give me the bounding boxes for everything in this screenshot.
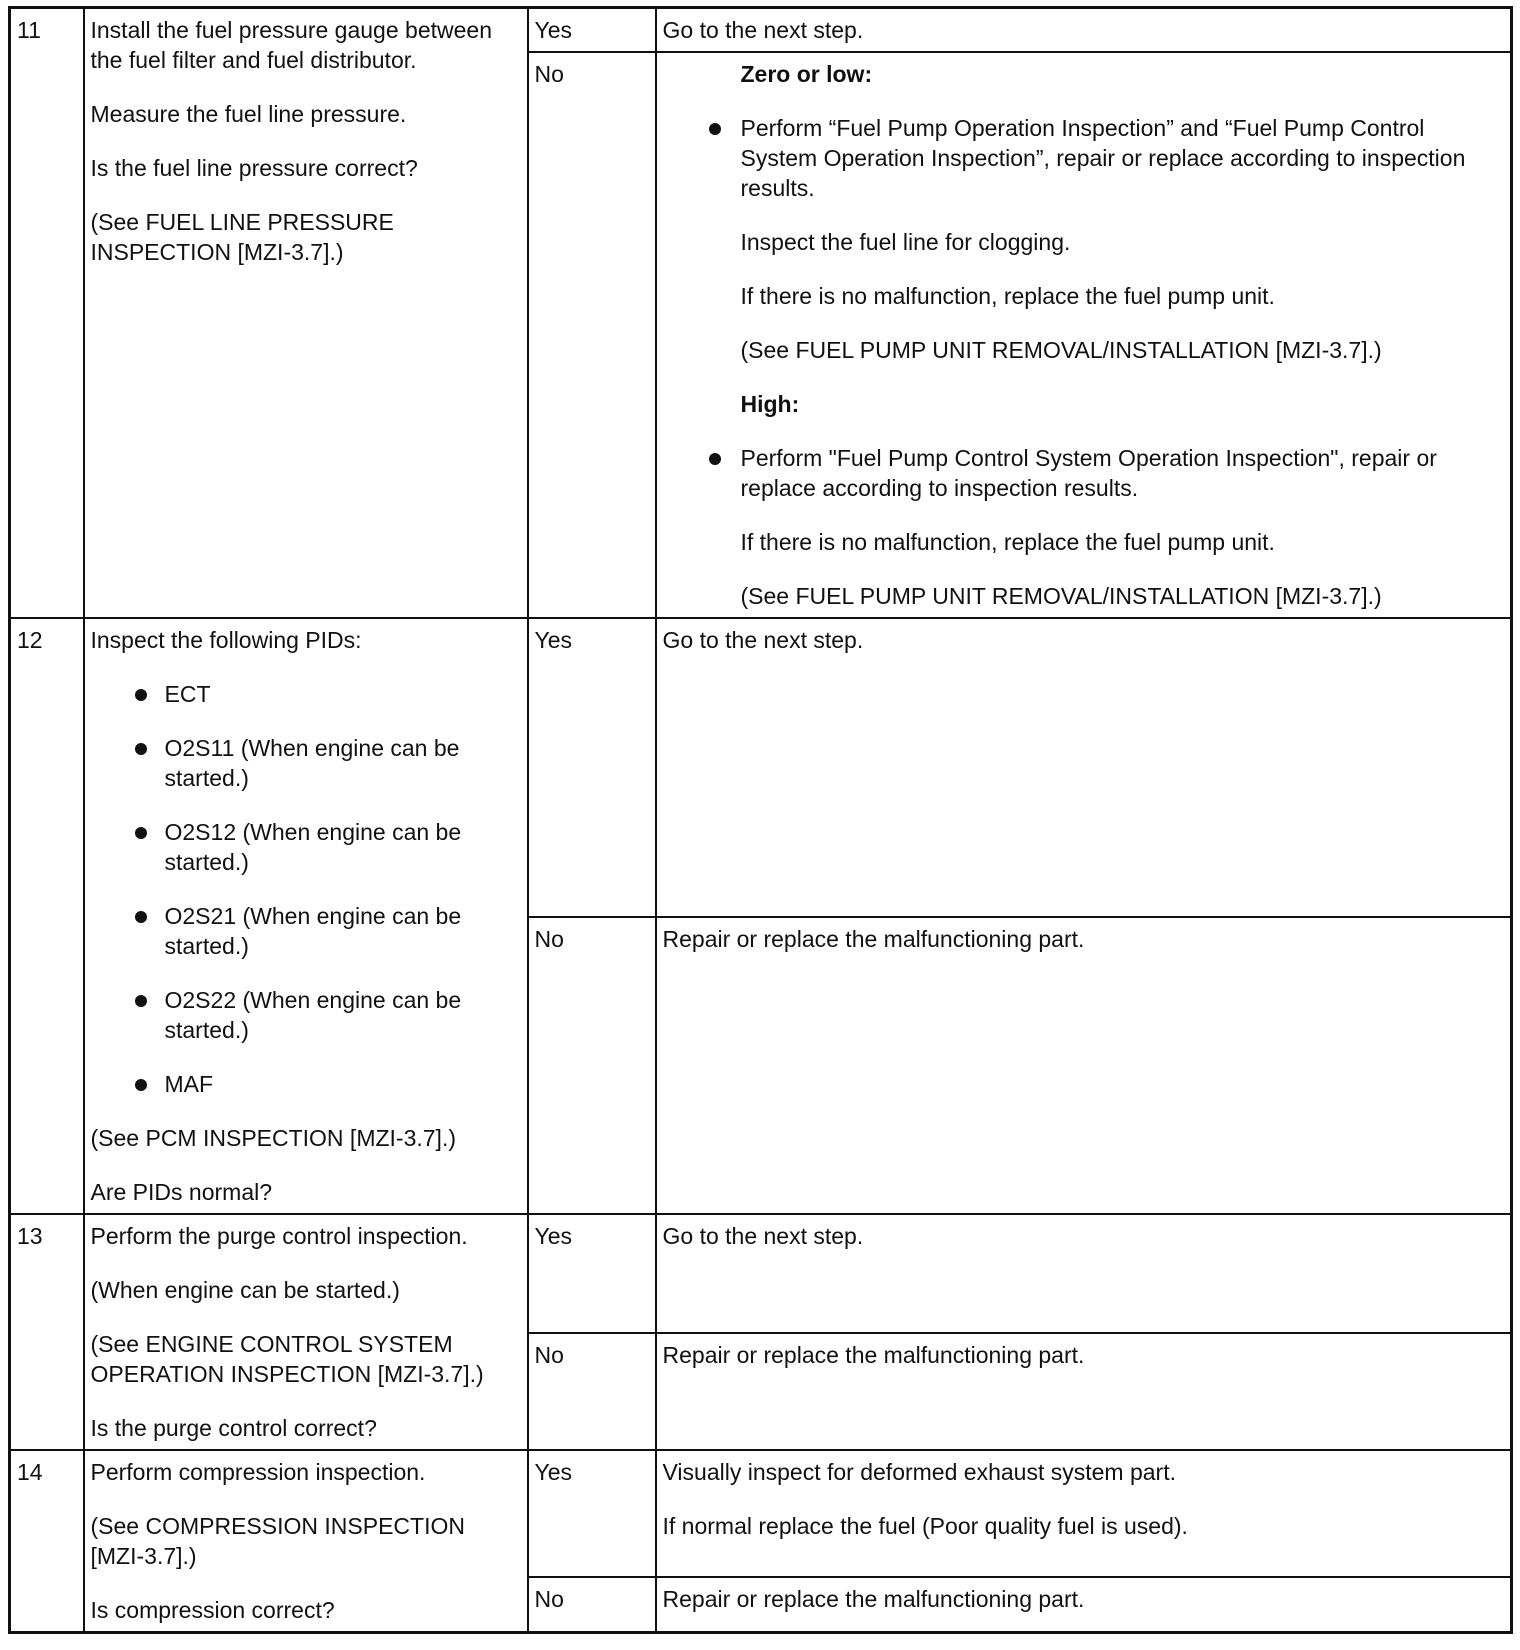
bullet-icon <box>709 123 721 135</box>
step-action <box>84 8 528 619</box>
step-action <box>84 1214 528 1450</box>
zero-or-low-heading: Zero or low: <box>740 61 873 87</box>
table-row <box>10 1450 1512 1577</box>
step-number: 12 <box>10 618 84 1214</box>
action-text: Perform compression inspection. <box>90 1459 426 1485</box>
detail-text: Visually inspect for deformed exhaust system part. <box>662 1459 1176 1485</box>
action-question: Is the purge control correct? <box>90 1415 377 1441</box>
list-item: O2S22 (When engine can be started.) <box>91 985 521 1045</box>
action-question: Is the fuel line pressure correct? <box>90 155 418 181</box>
diagnostic-table <box>8 6 1513 1634</box>
bullet-icon <box>135 689 147 701</box>
detail-text: If normal replace the fuel (Poor quality fuel is used). <box>662 1513 1188 1539</box>
detail-reference: (See FUEL PUMP UNIT REMOVAL/INSTALLATION [MZI-3.7].) <box>740 583 1382 609</box>
action-reference: (See PCM INSPECTION [MZI-3.7].) <box>90 1125 456 1151</box>
detail-text: If there is no malfunction, replace the fuel pump unit. <box>740 529 1275 555</box>
detail-reference: (See FUEL PUMP UNIT REMOVAL/INSTALLATION [MZI-3.7].) <box>740 337 1382 363</box>
result-no-text <box>656 52 1512 618</box>
step-number: 11 <box>10 8 84 619</box>
bullet-icon <box>709 453 721 465</box>
list-item: O2S21 (When engine can be started.) <box>91 901 521 961</box>
step-number: 14 <box>10 1450 84 1633</box>
step-action <box>84 1450 528 1633</box>
table-row <box>10 8 1512 53</box>
list-item: MAF <box>91 1069 521 1099</box>
bullet-icon <box>135 743 147 755</box>
step-action <box>84 618 528 1214</box>
result-yes-label: Yes <box>528 618 656 917</box>
step-number: 13 <box>10 1214 84 1450</box>
high-heading: High: <box>740 391 800 417</box>
list-item: Perform “Fuel Pump Operation Inspection” and “Fuel Pump Control System Operation Inspection”, repair or replace according to inspection results. <box>663 113 1505 203</box>
result-yes-text: Go to the next step. <box>656 8 1512 53</box>
action-text: (When engine can be started.) <box>90 1277 400 1303</box>
result-no-label: No <box>528 1333 656 1450</box>
list-item: O2S11 (When engine can be started.) <box>91 733 521 793</box>
result-no-text: Repair or replace the malfunctioning part. <box>656 1333 1512 1450</box>
table-row <box>10 1214 1512 1333</box>
action-reference: (See ENGINE CONTROL SYSTEM OPERATION INSPECTION [MZI-3.7].) <box>90 1331 484 1387</box>
list-item: Perform "Fuel Pump Control System Operation Inspection", repair or replace according to inspection results. <box>663 443 1505 503</box>
action-reference: (See FUEL LINE PRESSURE INSPECTION [MZI-3.7].) <box>90 209 394 265</box>
bullet-icon <box>135 1079 147 1091</box>
action-text: Perform the purge control inspection. <box>90 1223 468 1249</box>
action-reference: (See COMPRESSION INSPECTION [MZI-3.7].) <box>90 1513 465 1569</box>
result-no-text: Repair or replace the malfunctioning part. <box>656 917 1512 1214</box>
bullet-icon <box>135 911 147 923</box>
bullet-icon <box>135 827 147 839</box>
result-no-text: Repair or replace the malfunctioning part. <box>656 1577 1512 1632</box>
pid-list <box>91 679 521 1099</box>
bullet-icon <box>135 995 147 1007</box>
action-text: Install the fuel pressure gauge between the fuel filter and fuel distributor. <box>90 17 492 73</box>
result-no-label: No <box>528 1577 656 1632</box>
action-text: Measure the fuel line pressure. <box>90 101 407 127</box>
result-no-label: No <box>528 917 656 1214</box>
result-yes-text: Go to the next step. <box>656 618 1512 917</box>
result-yes-text <box>656 1450 1512 1577</box>
action-question: Is compression correct? <box>90 1597 335 1623</box>
list-item: ECT <box>91 679 521 709</box>
result-yes-label: Yes <box>528 1450 656 1577</box>
detail-text: Inspect the fuel line for clogging. <box>740 229 1071 255</box>
result-yes-label: Yes <box>528 8 656 53</box>
action-question: Are PIDs normal? <box>90 1179 273 1205</box>
action-text: Inspect the following PIDs: <box>90 627 362 653</box>
table-row <box>10 618 1512 917</box>
list-item: O2S12 (When engine can be started.) <box>91 817 521 877</box>
result-yes-text: Go to the next step. <box>656 1214 1512 1333</box>
detail-text: If there is no malfunction, replace the fuel pump unit. <box>740 283 1275 309</box>
result-yes-label: Yes <box>528 1214 656 1333</box>
result-no-label: No <box>528 52 656 618</box>
